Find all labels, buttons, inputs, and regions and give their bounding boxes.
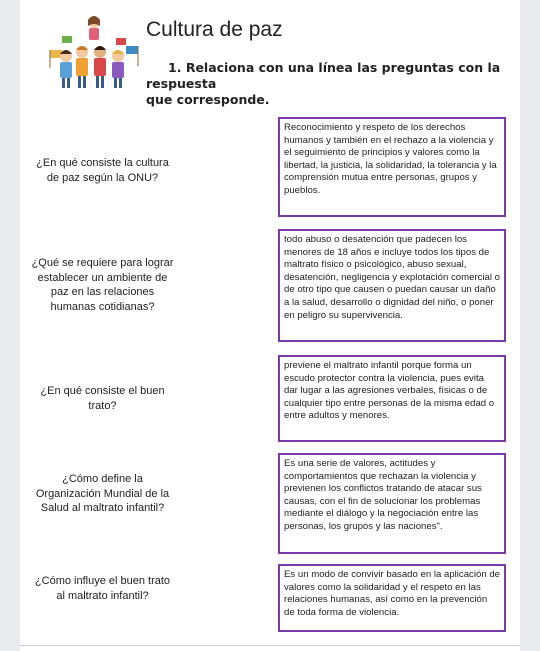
question-3: ¿En qué consiste el buen trato? (40, 385, 165, 412)
instruction (146, 60, 506, 108)
instruction-number: 1. (168, 60, 182, 75)
children-flags-illustration (44, 12, 144, 92)
page-bottom-divider (20, 645, 520, 646)
instruction-text-line1: Relaciona con una línea las preguntas con la respuesta (146, 60, 501, 91)
question-1: ¿En qué consiste la cultura de paz según la ONU? (36, 157, 169, 184)
question-4: ¿Cómo define la Organización Mundial de la Salud al maltrato infantil? (35, 473, 170, 514)
answer-box-1: Reconocimiento y respeto de los derechos humanos y también en el rechazo a la violencia y el seguimiento de principios y valores como la libertad, la justicia, la solidaridad, la tolerancia y la comprensión mutua entre personas, grupos y pueblos. (278, 117, 506, 217)
answer-box-2: todo abuso o desatención que padecen los menores de 18 años e incluye todos los tipos de maltrato físico o psicológico, abuso sexual, desatención, negligencia y explotación comercial o de otro tipo que causen o puedan causar un daño a la salud, desarrollo o dignidad del niño, o poner en peligro su supervivencia. (278, 229, 506, 342)
question-5: ¿Cómo influye el buen trato al maltrato infantil? (34, 575, 171, 602)
answer-box-5: Es un modo de convivir basado en la aplicación de valores como la solidaridad y el respeto en las relaciones humanas, así como en la prevención de toda forma de violencia. (278, 564, 506, 632)
question-2: ¿Qué se requiere para lograr establecer un ambiente de paz en las relaciones humanas cotidianas? (31, 257, 174, 313)
page-title: Cultura de paz (146, 18, 283, 41)
answer-box-3: previene el maltrato infantil porque forma un escudo protector contra la violencia, pues evita dar lugar a las agresiones verbales, físicas o de cualquier tipo entre personas de la misma edad o entre adultos y menores. (278, 355, 506, 442)
answer-box-4: Es una serie de valores, actitudes y comportamientos que rechazan la violencia y previenen los conflictos tratando de atacar sus causas, con el fin de solucionar los problemas mediante el diálogo y la negociación entre las personas, los grupos y las naciones". (278, 453, 506, 554)
worksheet-page (20, 0, 520, 651)
instruction-text-line2: que corresponde. (146, 92, 270, 107)
